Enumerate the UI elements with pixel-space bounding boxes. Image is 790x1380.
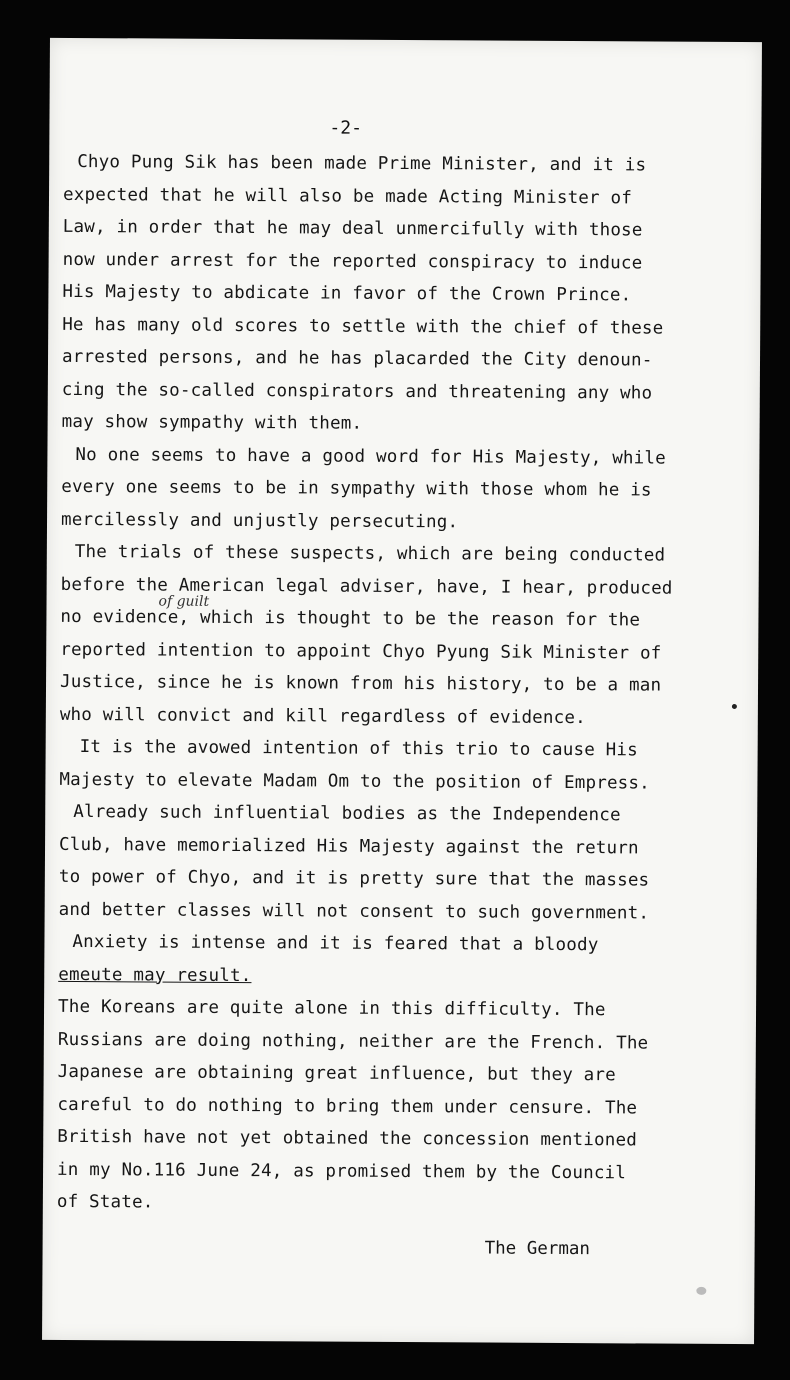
text-line: of State. <box>56 1191 154 1213</box>
text-line: reported intention to appoint Chyo Pyung Sik Minister of <box>60 639 662 664</box>
text-line: His Majesty to abdicate in favor of the Crown Prince. <box>62 281 632 306</box>
text-line: mercilessly and unjustly persecuting. <box>60 509 459 532</box>
paper-speck <box>732 704 737 709</box>
text-line: expected that he will also be made Acting Minister of <box>62 184 633 208</box>
text-line: and better classes will not consent to such government. <box>58 899 650 924</box>
text-line: He has many old scores to settle with the chief of these <box>62 314 664 339</box>
text-line: The trials of these suspects, which are being conducted <box>74 541 666 566</box>
document-page <box>42 38 762 1344</box>
text-line: Already such influential bodies as the Independence <box>73 801 621 826</box>
handwritten-insert: of guilt <box>158 593 210 610</box>
letter-body <box>57 146 714 1222</box>
text-line: Japanese are obtaining great influence, but they are <box>57 1061 616 1086</box>
text-line: to power of Chyo, and it is pretty sure that the masses <box>58 866 650 891</box>
text-line: Law, in order that he may deal unmercifully with those <box>62 216 643 241</box>
text-line: careful to do nothing to bring them under censure. The <box>57 1094 638 1118</box>
paper-speck <box>696 1287 706 1295</box>
text-line: now under arrest for the reported conspiracy to induce <box>62 249 643 273</box>
text-line: Russians are doing nothing, neither are the French. The <box>57 1029 649 1054</box>
closing-catchword: The German <box>484 1238 591 1260</box>
text-line: cing the so-called conspirators and threatening any who <box>61 379 653 404</box>
text-line: British have not yet obtained the concession mentioned <box>57 1126 638 1151</box>
text-line: Anxiety is intense and it is feared that a bloody <box>72 931 599 956</box>
text-line: before the American legal adviser, have, I hear, produced <box>60 574 673 599</box>
text-line: Club, have memorialized His Majesty against the return <box>58 834 639 858</box>
text-line: Justice, since he is known from his history, to be a man <box>59 671 662 696</box>
text-line: every one seems to be in sympathy with those whom he is <box>61 476 652 501</box>
text-line: Chyo Pung Sik has been made Prime Minister, and it is <box>77 152 647 176</box>
text-line: no evidence, which is thought to be the reason for the <box>60 606 641 631</box>
text-line: arrested persons, and he has placarded the City denoun- <box>61 346 653 371</box>
text-line: Majesty to elevate Madam Om to the position of Empress. <box>59 769 650 794</box>
page-number: -2- <box>329 117 363 139</box>
text-line: who will convict and kill regardless of evidence. <box>59 704 586 728</box>
text-line: may show sympathy with them. <box>61 411 363 434</box>
text-line: No one seems to have a good word for His Majesty, while <box>75 444 666 469</box>
text-line: emeute may result. <box>58 964 252 986</box>
text-line: in my No.116 June 24, as promised them by the Council <box>57 1159 627 1183</box>
text-line: It is the avowed intention of this trio to cause His <box>79 737 638 761</box>
text-line: The Koreans are quite alone in this difficulty. The <box>58 996 606 1021</box>
